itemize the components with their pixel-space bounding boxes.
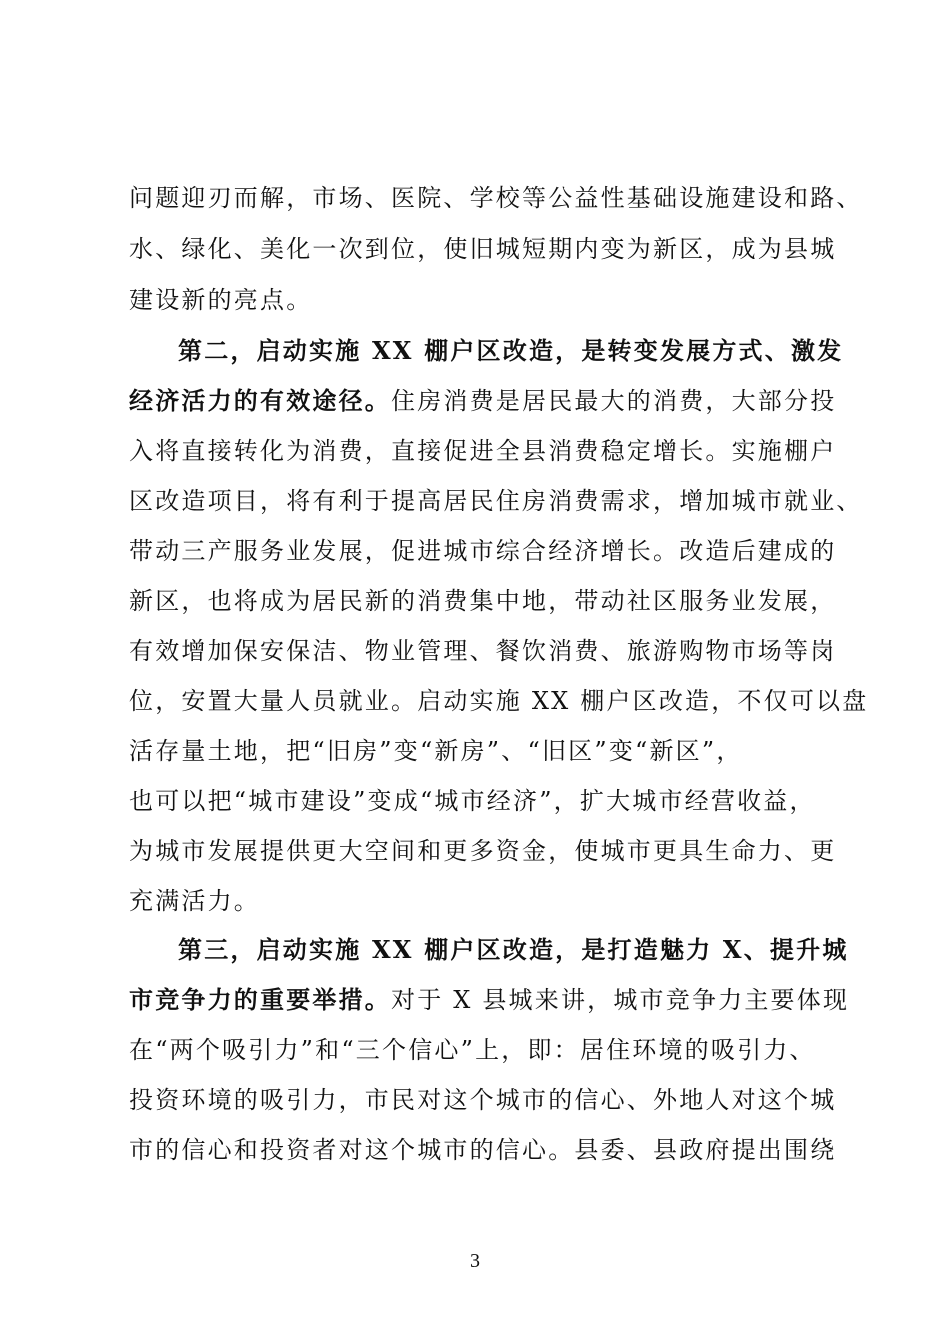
body-line: 活存量土地，把“旧房”变“新房”、“旧区”变“新区”， [129, 737, 743, 765]
body-line: 投资环境的吸引力，市民对这个城市的信心、外地人对这个城 [129, 1086, 837, 1114]
body-line: 经济活力的有效途径。住房消费是居民最大的消费，大部分投 [129, 386, 837, 415]
body-line: 带动三产服务业发展，促进城市综合经济增长。改造后建成的 [129, 537, 837, 565]
body-line: 水、绿化、美化一次到位，使旧城短期内变为新区，成为县城 [129, 235, 837, 263]
body-line: 区改造项目，将有利于提高居民住房消费需求，增加城市就业、 [129, 487, 863, 515]
body-line: 新区，也将成为居民新的消费集中地，带动社区服务业发展， [129, 587, 837, 615]
body-line: 建设新的亮点。 [129, 286, 313, 314]
section-heading-line: 第三，启动实施 XX 棚户区改造，是打造魅力 X、提升城 [178, 935, 849, 964]
body-line: 入将直接转化为消费，直接促进全县消费稳定增长。实施棚户 [129, 437, 837, 465]
body-line: 充满活力。 [129, 887, 260, 915]
body-line: 问题迎刃而解，市场、医院、学校等公益性基础设施建设和路、 [129, 184, 863, 212]
body-line: 在“两个吸引力”和“三个信心”上，即：居住环境的吸引力、 [129, 1036, 816, 1064]
body-line: 有效增加保安保洁、物业管理、餐饮消费、旅游购物市场等岗 [129, 637, 837, 665]
page-number: 3 [470, 1250, 480, 1272]
body-line: 也可以把“城市建设”变成“城市经济”，扩大城市经营收益， [129, 787, 816, 815]
body-line: 位，安置大量人员就业。启动实施 XX 棚户区改造，不仅可以盘 [129, 687, 869, 715]
body-line: 市的信心和投资者对这个城市的信心。县委、县政府提出围绕 [129, 1136, 837, 1164]
body-line: 为城市发展提供更大空间和更多资金，使城市更具生命力、更 [129, 837, 837, 865]
body-line: 市竞争力的重要举措。对于 X 县城来讲，城市竞争力主要体现 [129, 985, 850, 1014]
section-heading-line: 第二，启动实施 XX 棚户区改造，是转变发展方式、激发 [178, 336, 844, 365]
